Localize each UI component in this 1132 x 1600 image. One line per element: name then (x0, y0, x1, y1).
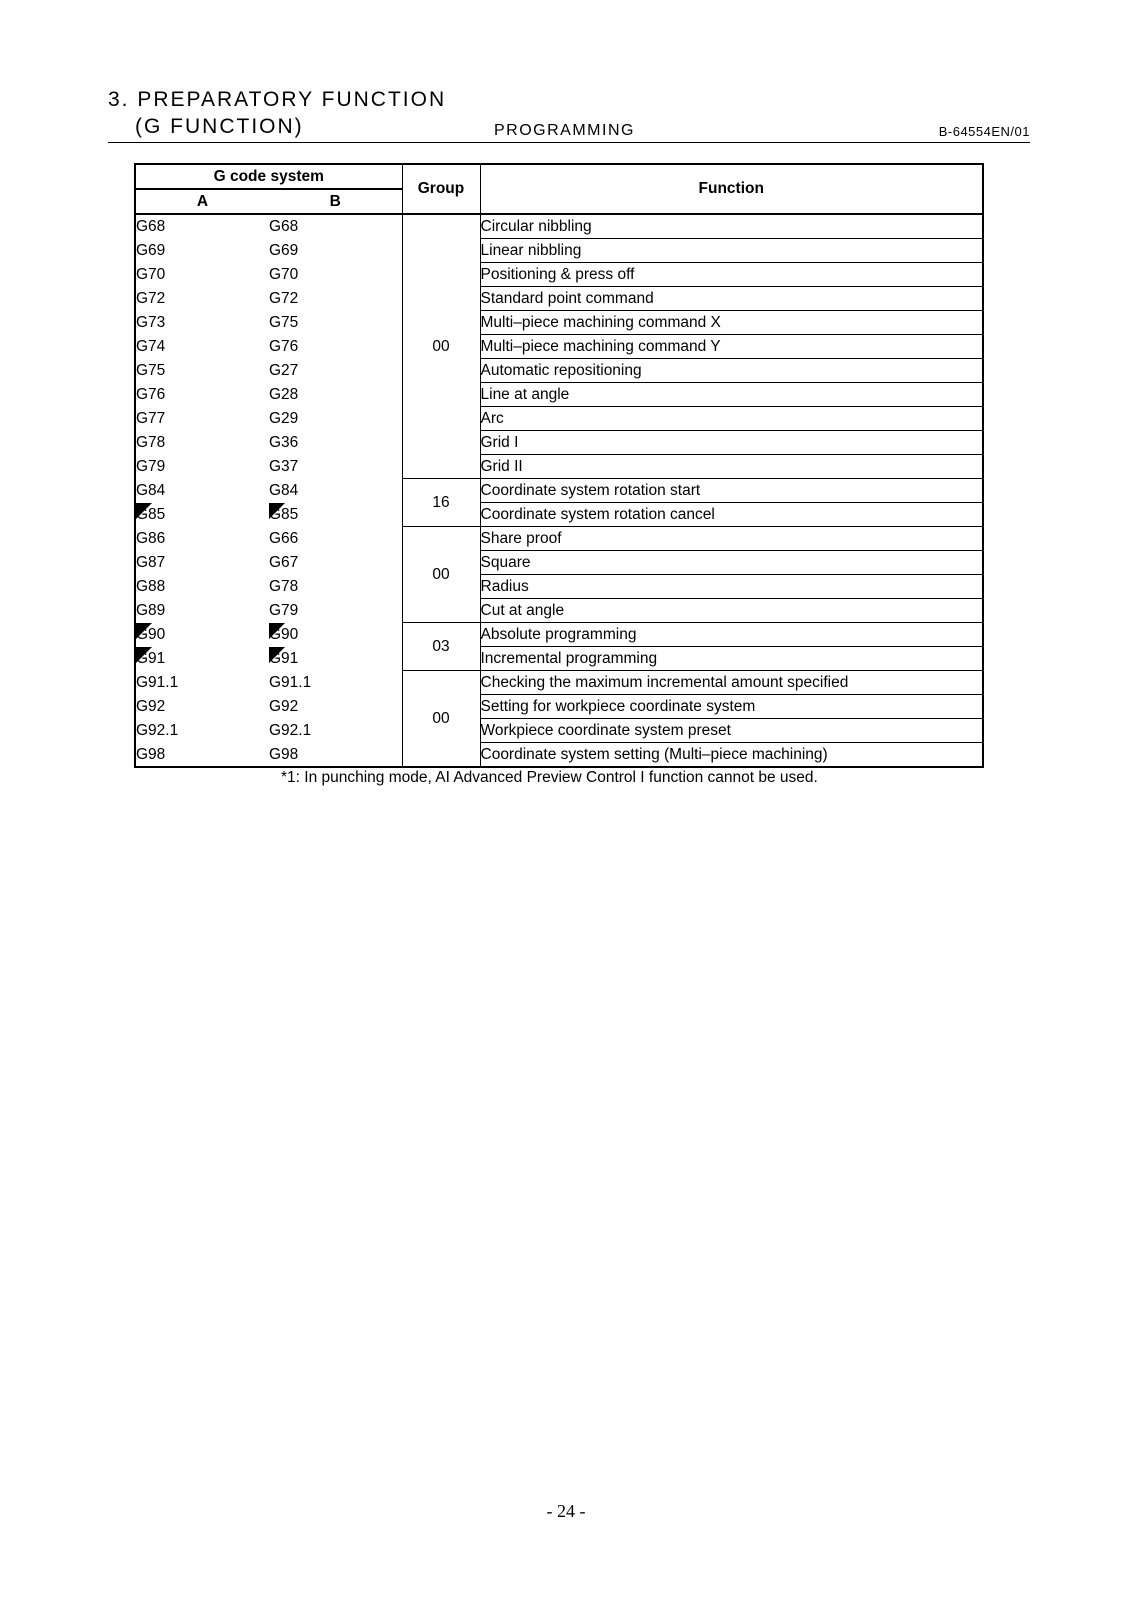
g-code-a-cell (135, 383, 269, 407)
table-row (135, 239, 983, 263)
function-cell: Standard point command (480, 287, 983, 311)
function-cell: Multi–piece machining command Y (480, 335, 983, 359)
function-cell: Absolute programming (480, 623, 983, 647)
g-code-a-cell (135, 599, 269, 623)
g-code-a-cell (135, 647, 269, 671)
header-system-b: B (269, 189, 402, 214)
table-row (135, 575, 983, 599)
function-cell: Setting for workpiece coordinate system (480, 695, 983, 719)
g-code-a-cell (135, 479, 269, 503)
table-row (135, 527, 983, 551)
g-code-b-text: G28 (269, 386, 299, 403)
function-cell: Grid I (480, 431, 983, 455)
g-code-a-cell (135, 719, 269, 743)
g-code-a-cell (135, 431, 269, 455)
g-code-a-cell (135, 671, 269, 695)
g-code-b-text: G84 (269, 482, 299, 499)
section-subtitle: (G FUNCTION) (135, 115, 304, 138)
g-code-a-text: G75 (136, 362, 166, 379)
footnote: *1: In punching mode, AI Advanced Preview Control I function cannot be used. (281, 769, 818, 786)
g-code-a-text: G76 (136, 386, 166, 403)
g-code-b-cell (269, 214, 402, 239)
table-row (135, 599, 983, 623)
g-code-a-text: G85 (136, 506, 166, 523)
table-row (135, 479, 983, 503)
function-cell: Radius (480, 575, 983, 599)
table-row (135, 695, 983, 719)
g-code-b-text: G76 (269, 338, 299, 355)
table-row (135, 671, 983, 695)
g-code-b-cell (269, 695, 402, 719)
initial-state-mark-icon (136, 503, 152, 519)
g-code-a-text: G74 (136, 338, 166, 355)
g-code-b-cell (269, 407, 402, 431)
g-code-b-text: G70 (269, 266, 299, 283)
chapter-label: PROGRAMMING (494, 122, 635, 139)
g-code-a-cell (135, 551, 269, 575)
table-body (135, 214, 983, 767)
g-code-b-text: G69 (269, 242, 299, 259)
function-cell: Square (480, 551, 983, 575)
table-row (135, 214, 983, 239)
initial-state-mark-icon (269, 647, 285, 663)
g-code-a-text: G92.1 (136, 722, 179, 739)
header-g-code-system: G code system (135, 164, 402, 189)
group-cell: 03 (402, 623, 480, 671)
g-code-a-cell (135, 575, 269, 599)
g-code-a-text: G77 (136, 410, 166, 427)
g-code-a-cell (135, 695, 269, 719)
section-title: 3. PREPARATORY FUNCTION (108, 88, 447, 111)
g-code-b-cell (269, 719, 402, 743)
g-code-b-cell (269, 359, 402, 383)
initial-state-mark-icon (136, 647, 152, 663)
g-code-b-text: G37 (269, 458, 299, 475)
g-code-a-text: G72 (136, 290, 166, 307)
g-code-b-cell (269, 647, 402, 671)
g-code-b-cell (269, 623, 402, 647)
header-group: Group (402, 164, 480, 214)
function-cell: Coordinate system setting (Multi–piece machining) (480, 743, 983, 768)
g-code-b-text: G75 (269, 314, 299, 331)
table-row (135, 719, 983, 743)
g-code-a-text: G73 (136, 314, 166, 331)
group-cell: 00 (402, 527, 480, 623)
g-code-a-cell (135, 335, 269, 359)
g-code-b-text: G91.1 (269, 674, 312, 691)
g-code-b-cell (269, 263, 402, 287)
g-code-b-cell (269, 743, 402, 768)
g-code-a-text: G89 (136, 602, 166, 619)
g-code-b-text: G92 (269, 698, 299, 715)
g-code-b-cell (269, 671, 402, 695)
g-code-b-cell (269, 335, 402, 359)
function-cell: Incremental programming (480, 647, 983, 671)
function-cell: Positioning & press off (480, 263, 983, 287)
function-cell: Multi–piece machining command X (480, 311, 983, 335)
g-code-table (134, 163, 984, 768)
g-code-a-cell (135, 214, 269, 239)
g-code-a-text: G86 (136, 530, 166, 547)
g-code-b-cell (269, 239, 402, 263)
g-code-a-text: G78 (136, 434, 166, 451)
g-code-a-cell (135, 407, 269, 431)
page-header (108, 88, 1030, 143)
g-code-a-cell (135, 239, 269, 263)
g-code-a-text: G79 (136, 458, 166, 475)
g-code-a-cell (135, 503, 269, 527)
function-cell: Workpiece coordinate system preset (480, 719, 983, 743)
table-row (135, 263, 983, 287)
g-code-a-text: G91 (136, 650, 166, 667)
g-code-a-cell (135, 743, 269, 768)
table-row (135, 407, 983, 431)
g-code-b-text: G79 (269, 602, 299, 619)
g-code-b-text: G67 (269, 554, 299, 571)
g-code-b-text: G29 (269, 410, 299, 427)
g-code-b-text: G68 (269, 218, 299, 236)
function-cell: Coordinate system rotation start (480, 479, 983, 503)
g-code-a-text: G68 (136, 218, 166, 236)
g-code-b-text: G85 (269, 506, 299, 523)
function-cell: Line at angle (480, 383, 983, 407)
g-code-a-cell (135, 311, 269, 335)
table-row (135, 743, 983, 768)
g-code-b-cell (269, 575, 402, 599)
g-code-b-cell (269, 527, 402, 551)
g-code-a-text: G92 (136, 698, 166, 715)
g-code-b-text: G90 (269, 626, 299, 643)
g-code-b-text: G72 (269, 290, 299, 307)
g-code-a-text: G84 (136, 482, 166, 499)
g-code-b-text: G98 (269, 745, 299, 763)
g-code-b-cell (269, 479, 402, 503)
g-code-a-cell (135, 359, 269, 383)
g-code-b-text: G66 (269, 530, 299, 547)
g-code-a-cell (135, 527, 269, 551)
page-number: - 24 - (546, 1501, 586, 1521)
initial-state-mark-icon (136, 623, 152, 639)
g-code-b-cell (269, 431, 402, 455)
function-cell: Share proof (480, 527, 983, 551)
g-code-b-cell (269, 503, 402, 527)
g-code-a-text: G87 (136, 554, 166, 571)
table-row (135, 647, 983, 671)
g-code-b-cell (269, 551, 402, 575)
g-code-b-cell (269, 287, 402, 311)
table-row (135, 431, 983, 455)
g-code-b-text: G78 (269, 578, 299, 595)
g-code-b-cell (269, 599, 402, 623)
g-code-a-text: G90 (136, 626, 166, 643)
function-cell: Linear nibbling (480, 239, 983, 263)
table-row (135, 359, 983, 383)
g-code-b-text: G92.1 (269, 722, 312, 739)
g-code-a-text: G98 (136, 745, 166, 763)
g-code-b-text: G36 (269, 434, 299, 451)
g-code-a-text: G91.1 (136, 674, 179, 691)
table-row (135, 287, 983, 311)
g-code-a-cell (135, 263, 269, 287)
g-code-a-text: G88 (136, 578, 166, 595)
g-code-a-text: G70 (136, 266, 166, 283)
table-row (135, 383, 983, 407)
g-code-b-text: G91 (269, 650, 299, 667)
initial-state-mark-icon (269, 623, 285, 639)
table-row (135, 311, 983, 335)
function-cell: Grid II (480, 455, 983, 479)
initial-state-mark-icon (269, 503, 285, 519)
group-cell: 00 (402, 214, 480, 479)
header-function: Function (480, 164, 983, 214)
g-code-b-text: G27 (269, 362, 299, 379)
g-code-b-cell (269, 311, 402, 335)
table-row (135, 335, 983, 359)
table-row (135, 455, 983, 479)
function-cell: Coordinate system rotation cancel (480, 503, 983, 527)
function-cell: Circular nibbling (480, 214, 983, 239)
table-row (135, 551, 983, 575)
table-row (135, 623, 983, 647)
g-code-a-text: G69 (136, 242, 166, 259)
document-id: B-64554EN/01 (938, 124, 1030, 139)
table-row (135, 503, 983, 527)
g-code-a-cell (135, 287, 269, 311)
g-code-a-cell (135, 455, 269, 479)
g-code-b-cell (269, 455, 402, 479)
g-code-a-cell (135, 623, 269, 647)
header-system-a: A (135, 189, 269, 214)
group-cell: 16 (402, 479, 480, 527)
group-cell: 00 (402, 671, 480, 768)
function-cell: Automatic repositioning (480, 359, 983, 383)
function-cell: Arc (480, 407, 983, 431)
g-code-b-cell (269, 383, 402, 407)
function-cell: Cut at angle (480, 599, 983, 623)
function-cell: Checking the maximum incremental amount specified (480, 671, 983, 695)
